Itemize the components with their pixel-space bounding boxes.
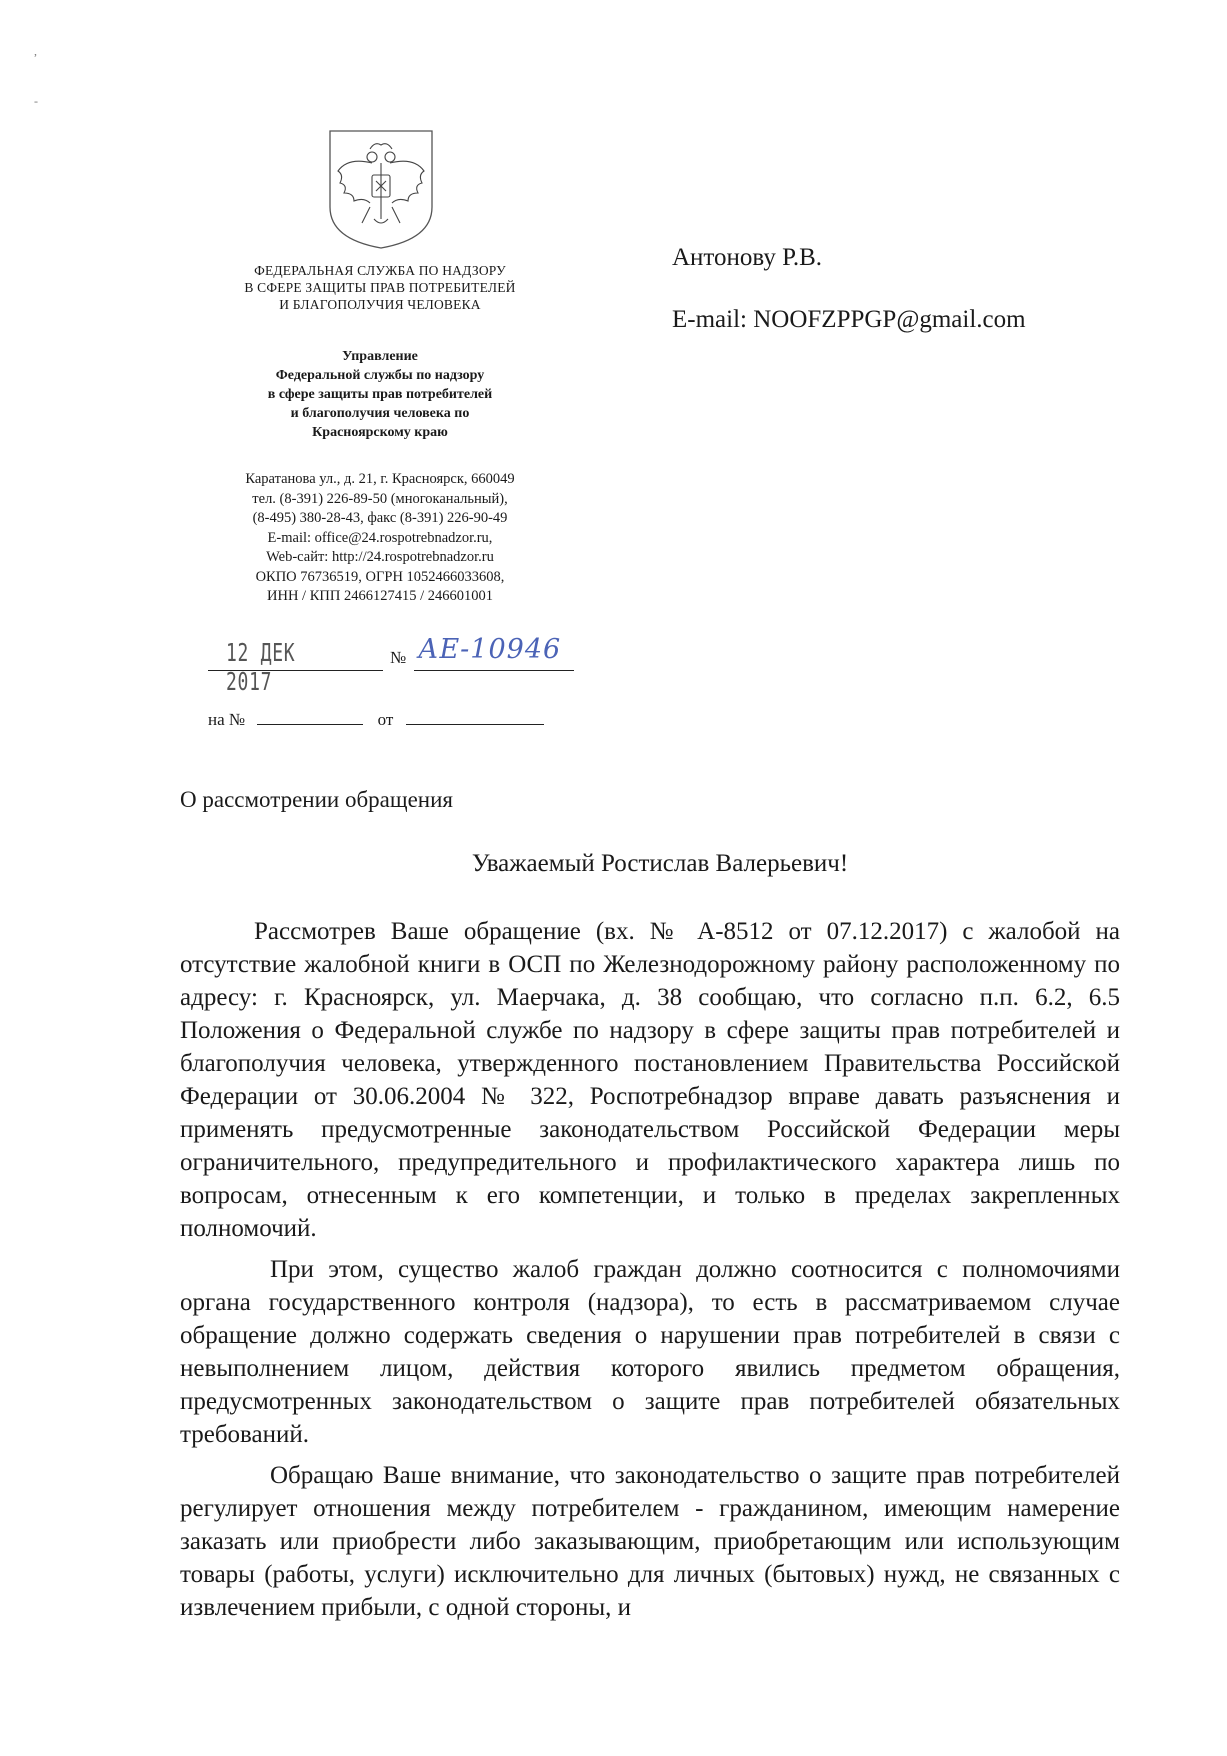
scan-mark: - xyxy=(34,94,38,108)
reference-from-label: от xyxy=(377,710,394,729)
phone-line: тел. (8-391) 226-89-50 (многоканальный), xyxy=(252,490,508,507)
number-sign: № xyxy=(390,648,407,667)
addressee-name: Антонову Р.В. xyxy=(672,244,823,271)
agency-line: ФЕДЕРАЛЬНАЯ СЛУЖБА ПО НАДЗОРУ xyxy=(254,263,506,278)
reference-prefix: на № xyxy=(208,710,246,729)
reference-number-blank xyxy=(257,710,363,725)
phone-fax-line: (8-495) 380-28-43, факс (8-391) 226-90-49 xyxy=(252,510,508,526)
agency-line: И БЛАГОПОЛУЧИЯ ЧЕЛОВЕКА xyxy=(279,297,481,312)
addressee-email: E-mail: NOOFZPPGP@gmail.com xyxy=(672,306,1026,333)
handwritten-number: АЕ-10946 xyxy=(418,634,562,665)
department-line: Управление xyxy=(342,349,418,364)
salutation: Уважаемый Ростислав Валерьевич! xyxy=(471,850,849,877)
department-line: Федеральной службы по надзору xyxy=(275,368,485,383)
registration-number-field xyxy=(414,634,574,671)
contact-block xyxy=(180,470,580,607)
inn-kpp-line: ИНН / КПП 2466127415 / 246601001 xyxy=(267,588,493,604)
scan-mark: , xyxy=(34,44,37,58)
letter-body xyxy=(180,915,1120,1632)
body-paragraph: При этом, существо жалоб граждан должно соотносится с полномочиями органа государственного контроля (надзора), то есть в рассматриваемом случае обращение должно содержать сведения о нарушении прав потребителей в связи с невыполнением лицом, действия которого явились предметом обращения, предусмотренных законодательством о защите прав потребителей обязательных требований. xyxy=(180,1256,1120,1448)
reference-date-blank xyxy=(406,710,544,725)
agency-line: В СФЕРЕ ЗАЩИТЫ ПРАВ ПОТРЕБИТЕЛЕЙ xyxy=(244,280,516,295)
reference-line xyxy=(208,710,544,730)
department-line: и благополучия человека по xyxy=(290,406,470,421)
address-line: Каратанова ул., д. 21, г. Красноярск, 660049 xyxy=(245,471,515,487)
okpo-ogrn-line: ОКПО 76736519, ОГРН 1052466033608, xyxy=(255,568,505,585)
website-line: Web-сайт: http://24.rospotrebnadzor.ru xyxy=(266,549,494,565)
body-paragraph: Рассмотрев Ваше обращение (вх. № А-8512 от 07.12.2017) с жалобой на отсутствие жалобной книги в ОСП по Железнодорожному району расположенному по адресу: г. Красноярск, ул. Маерчака, д. 38 сообщаю, что согласно п.п. 6.2, 6.5 Положения о Федеральной службе по надзору в сфере защиты прав потребителей и благополучия человека, утвержденного постановлением Правительства Российской Федерации от 30.06.2004 № 322, Роспотребнадзор вправе давать разъяснения и применять предусмотренные законодательством Российской Федерации меры ограничительного, предупредительного и профилактического характера лишь по вопросам, отнесенным к его компетенции, и только в пределах закрепленных полномочий. xyxy=(180,918,1120,1242)
office-email-line: E-mail: office@24.rospotrebnadzor.ru, xyxy=(267,529,493,546)
coat-of-arms-icon xyxy=(326,127,436,251)
date-stamp: 12 ДЕК 2017 xyxy=(226,638,296,696)
department-line: Красноярскому краю xyxy=(312,425,448,440)
body-paragraph: Обращаю Ваше внимание, что законодательство о защите прав потребителей регулирует отношения между потребителем - гражданином, имеющим намерение заказать или приобрести либо заказывающим, приобретающим или использующим товары (работы, услуги) исключительно для личных (бытовых) нужд, не связанных с извлечением прибыли, с одной стороны, и xyxy=(180,1462,1120,1621)
agency-name xyxy=(180,262,580,313)
registration-date-field xyxy=(208,634,383,696)
letter-subject: О рассмотрении обращения xyxy=(180,787,453,812)
department-line: в сфере защиты прав потребителей xyxy=(267,387,493,402)
department-name xyxy=(180,347,580,442)
